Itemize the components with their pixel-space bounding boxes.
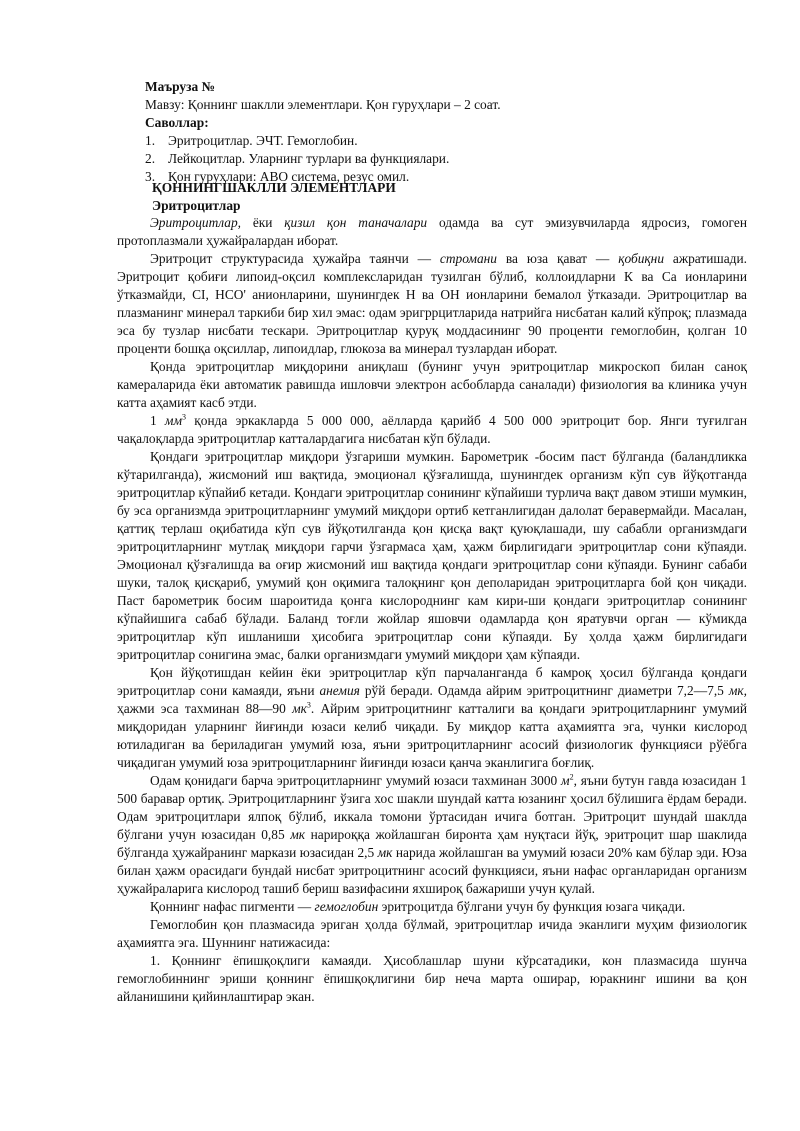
paragraph: Қондаги эритроцитлар миқдори ўзгариши мумкин. Барометрик -босим паст бўлганда (баландликка кўтарилганда), жисмоний иш вақтида, эмоционал қўзғалишда, шунингдек организм кўп сув йўқотганда эритроцитлар кўпайиб кетади. Қондаги эритроцитлар сонининг кўпайиши турлича вақт давом этиши мумкин, бу эса организмда эритроцитларнинг умумий миқдори ортиб кетганлигидан далолат беравермайди. Масалан, қаттиқ терлаш оқибатида кўп сув йўқотилганда қон қисқа вақт қуюқлашади, шу сабабли организмдаги эритроцитларнинг мутлақ миқдори гарчи ўзгармаса ҳам, ҳажм бирлигидаги эритроцитлар сони кўпаяди. Эмоционал қўзғалишда ва оғир жисмоний иш вақтида қондаги эритроцитлар сони кўпаяди. Бунинг сабаби шуки, талоқ қисқариб, умумий қон оқимига талоқнинг қон деполаридан эритроцитларга бой қон чиқади. Паст барометрик босим шароитида қонга кислороднинг кам кири-ши қондаги эритроцитлар сонининг кўпайишига сабаб бўлади. Баланд тоғли жойлар яшовчи одамларда қон яратувчи орган — кўмикда эритроцитлар кўп ишланиши ҳисобига эритроцитлар сони кўпаяди. Бу ҳолда ҳажм бирлигидаги эритроцитлар сонигина эмас, балки организмдаги умумий миқдори ҳам кўпаяди. [117, 449, 747, 662]
lecture-header [145, 78, 745, 186]
question-item: 1. Эритроцитлар. ЭЧТ. Гемоглобин. [145, 133, 358, 148]
subsection-title: Эритроцитлар [152, 198, 241, 213]
questions-list [145, 132, 745, 186]
document-body [117, 214, 747, 1006]
questions-label: Саволлар: [145, 115, 209, 130]
paragraph: Эритроцит структурасида ҳужайра таянчи — стромани ва юза қават — қобиқни ажратишади. Эритроцит қобиғи липоид-оқсил комплексларидан тузилган бўлиб, коллоидларни К ва Са ионларини ўтказмайди, CI, НСО' анионларини, шунингдек Н ва ОН ионларини бемалол ўтказади. Эритроцитлар ва плазманинг минерал таркиби бир хил эмас: одам эригррцитларида натрийга нисбатан калий кўпроқ; плазмада эса бу тузлар нисбати тескари. Эритроцитлар қуруқ моддасининг 90 проценти гемоглобин, қолган 10 проценти бошқа оқсиллар, липоидлар, глюкоза ва минерал тузлардан иборат. [117, 251, 748, 356]
paragraph: 1 $мм^3$ қонда эркакларда 5 000 000, аёлларда қарийб 4 500 000 эритроцит бор. Янги туғилган чақалоқларда эритроцитлар катталардагига нисбатан кўп бўлади. [117, 412, 747, 446]
lecture-label: Маъруза № [145, 79, 215, 94]
paragraph: Одам қонидаги барча эритроцитларнинг умумий юзаси тахминан 3000 $м^2$, яъни бутун гавда юзасидан 1 500 баравар ортиқ. Эритроцитларнинг ўзига хос шакли шундай катта юзанинг ҳосил бўлишига ёрдам беради. Одам эритроцитлари ялпоқ бўлиб, иккала томони ўртасидан ичига ботган. Эритроцит шундай шаклда бўлгани учун юзасидан 0,85 мк нарироққа жойлашган биронта ҳам нуқтаси йўқ, эритроцит шар шаклида бўлганда ҳужайранинг маркази юзасидан 2,5 мк нарида жойлашган ва умумий юзаси 20% кам бўлар эди. Юза билан ҳажм орасидаги бундай нисбат эритроцитнинг асосий функцияси, яъни нафас органларидан организм ҳужайраларига кислород ташиб бериш вазифасини яхшироқ бажариши учун қулай. [117, 772, 747, 896]
section-title: ҚОННИНГШАКЛЛИ ЭЛЕМЕНТЛАРИ [152, 180, 396, 195]
lecture-topic: Мавзу: Қоннинг шаклли элементлари. Қон гуруҳлари – 2 соат. [145, 97, 501, 112]
question-item: 3. Қон гуруҳлари: АВО система, резус омил. [145, 169, 410, 184]
paragraph: Қонда эритроцитлар миқдорини аниқлаш (бунинг учун эритроцитлар микроскоп билан саноқ камераларида ёки автоматик равишда ишловчи электрон асбобларда саналади) физиология ва клиника учун катта аҳамият касб этди. [117, 359, 747, 410]
paragraph: 1. Қоннинг ёпишқоқлиги камаяди. Ҳисоблашлар шуни кўрсатадики, кон плазмасида шунча гемоглобиннинг эриши қоннинг ёпишқоқлигини бир неча марта оширар, юракнинг ишини ва қон айланишини қийинлаштирар экан. [117, 953, 747, 1004]
question-item: 2. Лейкоцитлар. Уларнинг турлари ва функциялари. [145, 151, 450, 166]
paragraph: Эритроцитлар, ёки қизил қон таначалари одамда ва сут эмизувчиларда ядросиз, гомоген протоплазмали ҳужайралардан иборат. [117, 215, 747, 248]
paragraph: Қоннинг нафас пигменти — гемоглобин эритроцитда бўлгани учун бу функция юзага чиқади. [150, 899, 686, 914]
paragraph: Қон йўқотишдан кейин ёки эритроцитлар кўп парчаланганда б камроқ ҳосил бўлганда қондаги эритроцитлар сони камаяди, яъни анемия рўй беради. Одамда айрим эритроцитнинг диаметри 7,2—7,5 мк, ҳажми эса тахминан 88—90 $мк^3$. Айрим эритроцитнинг катталиги ва қондаги эритроцитларнинг умумий миқдоридан уларнинг йиғинди юзаси келиб чиқади. Бу миқдор катта аҳамиятга эга, чунки кислород ютиладиган ва бериладиган умумий юза, яъни эритроцитларнинг асосий физиологик функцияси рўёбга чиқадиган умумий юза эритроцитларнинг йиғинди юзаси қанча экaнлигига боғлиқ. [117, 665, 748, 770]
paragraph: Гемоглобин қон плазмасида эриган ҳолда бўлмай, эритроцитлар ичида эканлиги муҳим физиологик аҳамиятга эга. Шуннинг натижасида: [117, 917, 747, 950]
